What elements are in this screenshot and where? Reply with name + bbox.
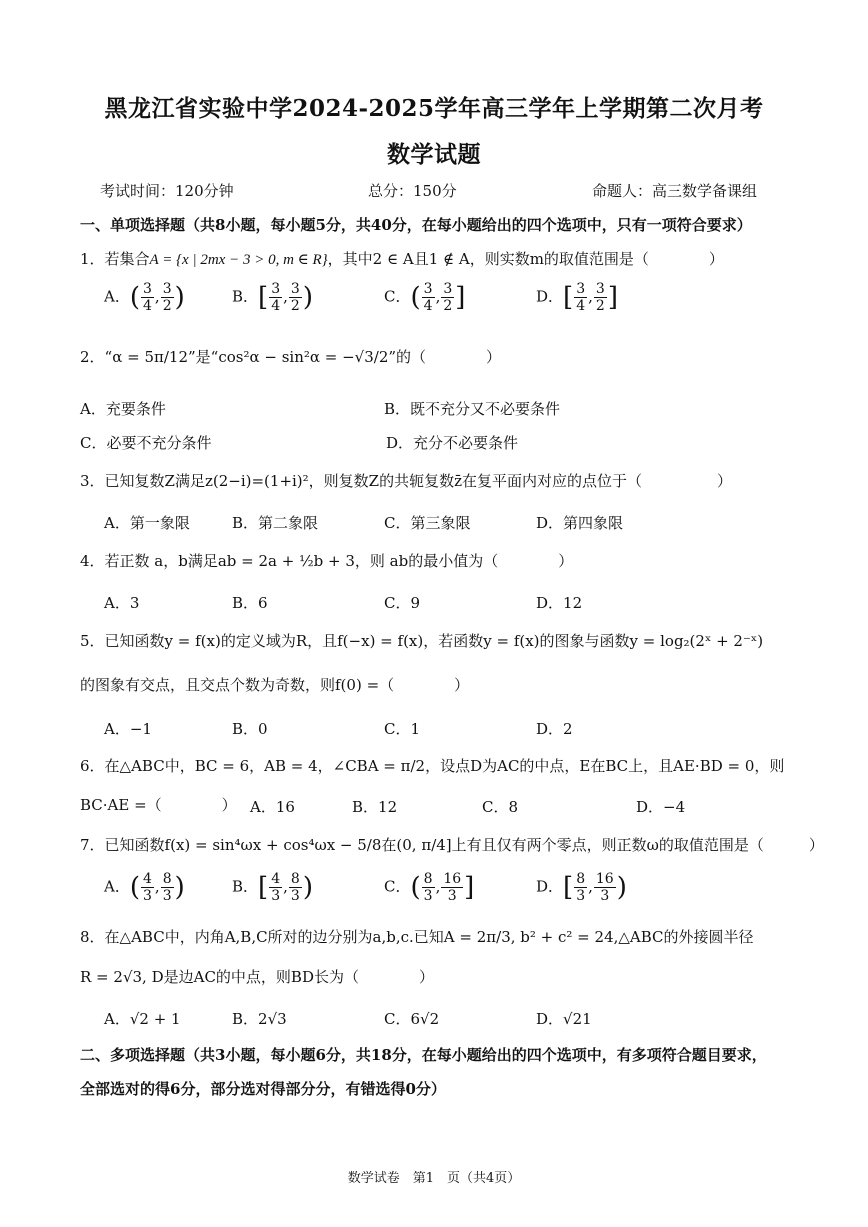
q7-option-c: C．( $\frac{8}{3}$ , $\frac{16}{3}$ ] [384,871,475,904]
q5-option-d: D．2 [536,720,573,738]
q1-option-b: B．[ $\frac{3}{4}$ , $\frac{3}{2}$ ) [232,281,313,314]
q1-option-d: D．[ $\frac{3}{4}$ , $\frac{3}{2}$ ] [536,281,618,314]
q8-option-c: C．6√2 [384,1010,440,1028]
q5-option-c: C．1 [384,720,421,738]
exam-title: 黑龙江省实验中学2024-2025学年高三学年上学期第二次月考 [104,95,764,122]
q1-option-a: A．( $\frac{3}{4}$ , $\frac{3}{2}$ ) [104,281,185,314]
q6-option-b: B．12 [352,798,398,816]
q2-option-a: A．充要条件 [80,400,166,418]
q8-option-b: B．2√3 [232,1010,287,1028]
q1-stem [80,250,724,269]
q6-stem-line1: 6．在△ABC中，BC = 6，AB = 4，∠CBA = π/2，设点D为AC的中点，E在BC上，且AE·BD = 0，则 [80,757,785,775]
q7-option-b-label: B． [232,877,259,896]
page-footer: 数学试卷 第1 页（共4页） [347,1171,521,1186]
q8-stem-line1: 8．在△ABC中，内角A,B,C所对的边分别为a,b,c.已知A = 2π/3, b² + c² = 24,△ABC的外接圆半径 [80,928,754,946]
q7-option-d: D．[ $\frac{8}{3}$ , $\frac{16}{3}$ ) [536,871,627,904]
q6-stem-line2: BC·AE =（ ） [80,796,237,814]
q3-option-d: D．第四象限 [536,514,624,532]
q4-option-d: D．12 [536,594,583,612]
q7-option-d-label: D． [536,877,564,896]
q4-option-b: B．6 [232,594,268,612]
q2-option-c: C．必要不充分条件 [80,434,212,452]
q5-option-b: B．0 [232,720,268,738]
q7-option-c-label: C． [384,877,411,896]
q4-stem: 4．若正数 a，b满足ab = 2a + ½b + 3，则 ab的最小值为（ ） [80,552,574,570]
q3-option-b: B．第二象限 [232,514,319,532]
q6-option-c: C．8 [482,798,519,816]
q5-option-a: A．−1 [104,720,152,738]
q2-option-b: B．既不充分又不必要条件 [384,400,561,418]
q4-option-a: A．3 [104,594,140,612]
q7-option-a: A．( $\frac{4}{3}$ , $\frac{8}{3}$ ) [104,871,185,904]
q2-stem: 2．“α = 5π/12”是“cos²α − sin²α = −√3/2”的（ ） [80,348,502,366]
q3-stem: 3．已知复数Z满足z(2−i)=(1+i)²，则复数Z的共轭复数z̄在复平面内对应的点位于（ ） [80,472,733,490]
q3-option-c: C．第三象限 [384,514,471,532]
q7-option-b: B．[ $\frac{4}{3}$ , $\frac{8}{3}$ ) [232,871,313,904]
q2-option-d: D．充分不必要条件 [386,434,519,452]
exam-author: 命题人：高三数学备课组 [592,182,758,200]
q5-stem-line1: 5．已知函数y = f(x)的定义域为R，且f(−x) = f(x)，若函数y = f(x)的图象与函数y = log₂(2ˣ + 2⁻ˣ) [80,632,764,650]
q1-option-b-label: B． [232,287,259,306]
q1-set: A = {x | 2mx − 3 > 0, m ∈ R} [149,252,328,268]
exam-time: 考试时间：120分钟 [100,182,234,200]
q8-option-d: D．√21 [536,1010,592,1028]
q6-option-a: A．16 [250,798,295,816]
total-score: 总分：150分 [368,182,457,200]
q8-stem-line2: R = 2√3, D是边AC的中点，则BD长为（ ） [80,968,434,986]
q6-option-d: D．−4 [636,798,686,816]
section2-heading-line1: 二、多项选择题（共3小题，每小题6分，共18分，在每小题给出的四个选项中，有多项符合题目要求， [80,1046,767,1064]
section2-heading-line2: 全部选对的得6分，部分选对得部分分，有错选得0分） [80,1080,446,1098]
q1-stem-b: ，其中2 ∈ A且1 ∉ A，则实数m的取值范围是（ ） [327,250,724,268]
q1-option-d-label: D． [536,287,564,306]
q1-option-c: C．( $\frac{3}{4}$ , $\frac{3}{2}$ ] [384,281,466,314]
q1-stem-a: 1．若集合 [80,250,150,268]
q1-option-a-label: A． [104,287,130,306]
q7-option-a-label: A． [104,877,130,896]
q1-option-c-label: C． [384,287,411,306]
exam-subtitle: 数学试题 [387,141,481,168]
q3-option-a: A．第一象限 [104,514,190,532]
section1-heading: 一、单项选择题（共8小题，每小题5分，共40分，在每小题给出的四个选项中，只有一项符合要求） [80,216,752,234]
q5-stem-line2: 的图象有交点，且交点个数为奇数，则f(0) =（ ） [80,676,470,694]
q7-stem: 7．已知函数f(x) = sin⁴ωx + cos⁴ωx − 5/8在(0, π/4]上有且仅有两个零点，则正数ω的取值范围是（ ） [80,836,824,854]
q8-option-a: A．√2 + 1 [104,1010,181,1028]
q4-option-c: C．9 [384,594,421,612]
